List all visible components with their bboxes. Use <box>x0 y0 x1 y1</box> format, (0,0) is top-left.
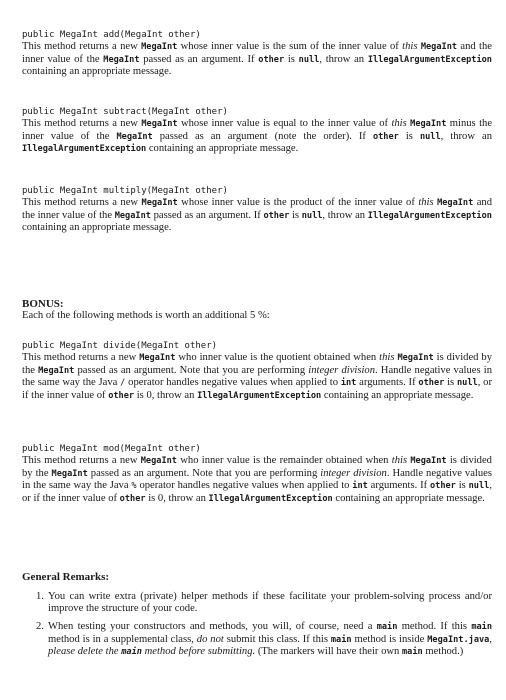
method-signature-divide: public MegaInt divide(MegaInt other) <box>22 341 218 351</box>
method-description-divide: This method returns a new MegaInt who inner value is the quotient obtained when this MegaInt is divided by the MegaInt passed as an argument. Note that you are performing integer division. Handle negative values in the same way the Java / operator handles negative values when applied to int arguments. If other is null, or if the inner value of other is 0, throw an IllegalArgumentException containing an appropriate message. <box>22 352 493 401</box>
method-signature-subtract: public MegaInt subtract(MegaInt other) <box>22 107 228 117</box>
list-item: 2. When testing your constructors and methods, you will, of course, need a main method. If this main method is in a supplemental class, do not submit this class. If this main method is inside MegaInt.java, please delete the main method before submitting. (The markers will have their own main method.) <box>36 621 493 658</box>
method-description-add: This method returns a new MegaInt whose inner value is the sum of the inner value of this MegaInt and the inner value of the MegaInt passed as an argument. If other is null, throw an IllegalArgumentException containing an appropriate message. <box>22 41 492 78</box>
method-signature-add: public MegaInt add(MegaInt other) <box>22 30 201 40</box>
method-description-mod: This method returns a new MegaInt who inner value is the remainder obtained when this MegaInt is divided by the MegaInt passed as an argument. Note that you are performing integer division. Handle negative values in the same way the Java % operator handles negative values when applied to int arguments. If other is null, or if the inner value of other is 0, throw an IllegalArgumentException containing an appropriate message. <box>22 455 492 504</box>
method-description-subtract: This method returns a new MegaInt whose inner value is equal to the inner value of this MegaInt minus the inner value of the MegaInt passed as an argument (note the order). If other is null, throw an IllegalArgumentException containing an appropriate message. <box>22 118 493 155</box>
method-mod <box>22 444 492 505</box>
general-remarks <box>22 571 492 666</box>
bonus-heading: BONUS: <box>22 298 64 310</box>
method-divide <box>22 341 492 402</box>
method-description-multiply: This method returns a new MegaInt whose inner value is the product of the inner value of this MegaInt and the inner value of the MegaInt passed as an argument. If other is null, throw an IllegalArgumentException containing an appropriate message. <box>22 197 493 234</box>
method-multiply <box>22 186 492 234</box>
method-signature-multiply: public MegaInt multiply(MegaInt other) <box>22 186 228 196</box>
method-signature-mod: public MegaInt mod(MegaInt other) <box>22 444 201 454</box>
list-item: 1. You can write extra (private) helper methods if these facilitate your problem-solving process and/or improve the structure of your code. <box>36 591 492 614</box>
method-add <box>22 30 492 78</box>
bonus-section <box>22 298 492 322</box>
remarks-list <box>22 591 492 659</box>
remarks-heading: General Remarks: <box>22 571 110 583</box>
bonus-intro: Each of the following methods is worth an additional 5 %: <box>22 310 270 321</box>
method-subtract <box>22 107 492 156</box>
